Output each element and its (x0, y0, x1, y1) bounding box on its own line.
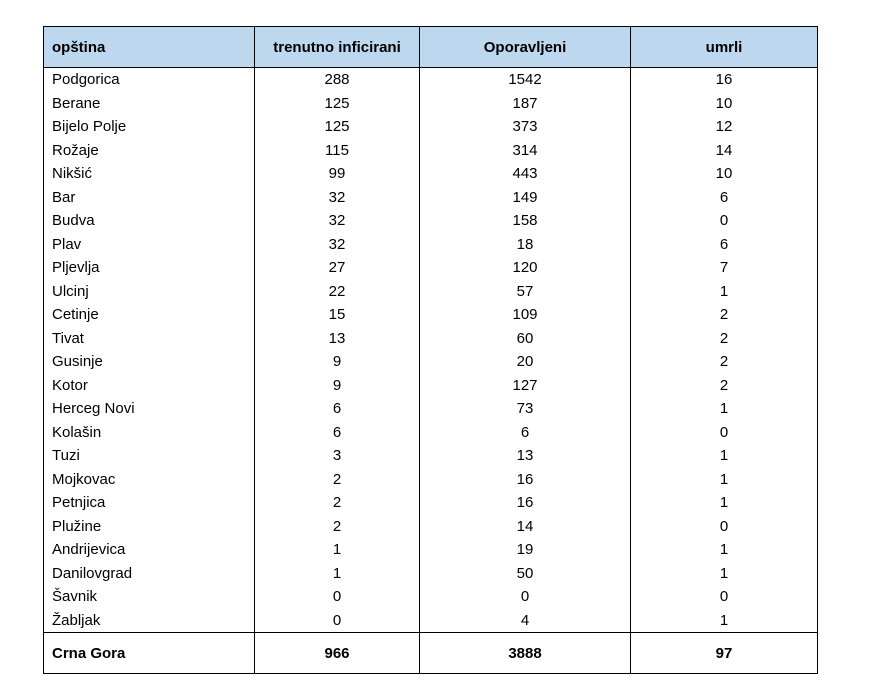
row-municipality: Plužine (44, 515, 255, 539)
row-municipality: Žabljak (44, 609, 255, 633)
row-deceased: 1 (631, 468, 818, 492)
row-currently-infected: 3 (255, 444, 420, 468)
row-municipality: Herceg Novi (44, 397, 255, 421)
row-deceased: 10 (631, 92, 818, 116)
row-recovered: 20 (420, 350, 631, 374)
row-recovered: 19 (420, 538, 631, 562)
row-municipality: Andrijevica (44, 538, 255, 562)
row-deceased: 2 (631, 374, 818, 398)
row-recovered: 373 (420, 115, 631, 139)
header-deceased: umrli (631, 27, 818, 68)
row-recovered: 6 (420, 421, 631, 445)
row-currently-infected: 22 (255, 280, 420, 304)
row-recovered: 18 (420, 233, 631, 257)
row-deceased: 10 (631, 162, 818, 186)
row-deceased: 1 (631, 538, 818, 562)
row-currently-infected: 9 (255, 374, 420, 398)
table-row (44, 327, 818, 351)
row-deceased: 2 (631, 350, 818, 374)
row-municipality: Bar (44, 186, 255, 210)
row-currently-infected: 6 (255, 421, 420, 445)
row-municipality: Petnjica (44, 491, 255, 515)
table-row (44, 538, 818, 562)
row-currently-infected: 125 (255, 92, 420, 116)
header-recovered: Oporavljeni (420, 27, 631, 68)
table-row (44, 115, 818, 139)
table-row (44, 444, 818, 468)
table-row (44, 303, 818, 327)
row-recovered: 1542 (420, 68, 631, 92)
row-deceased: 6 (631, 186, 818, 210)
row-currently-infected: 0 (255, 585, 420, 609)
row-currently-infected: 15 (255, 303, 420, 327)
table-header-row (44, 27, 818, 68)
header-municipality: opština (44, 27, 255, 68)
row-currently-infected: 1 (255, 538, 420, 562)
row-recovered: 60 (420, 327, 631, 351)
row-recovered: 120 (420, 256, 631, 280)
row-recovered: 158 (420, 209, 631, 233)
row-municipality: Cetinje (44, 303, 255, 327)
row-municipality: Gusinje (44, 350, 255, 374)
row-recovered: 16 (420, 491, 631, 515)
table-row (44, 421, 818, 445)
row-currently-infected: 13 (255, 327, 420, 351)
table-row (44, 397, 818, 421)
row-recovered: 73 (420, 397, 631, 421)
total-currently-infected: 966 (255, 633, 420, 674)
row-recovered: 109 (420, 303, 631, 327)
row-deceased: 1 (631, 491, 818, 515)
row-recovered: 149 (420, 186, 631, 210)
row-currently-infected: 99 (255, 162, 420, 186)
row-municipality: Bijelo Polje (44, 115, 255, 139)
row-currently-infected: 32 (255, 186, 420, 210)
row-deceased: 16 (631, 68, 818, 92)
table-total-row (44, 633, 818, 674)
table-row (44, 68, 818, 92)
row-deceased: 0 (631, 209, 818, 233)
row-currently-infected: 6 (255, 397, 420, 421)
table-row (44, 209, 818, 233)
row-recovered: 14 (420, 515, 631, 539)
row-currently-infected: 32 (255, 233, 420, 257)
row-deceased: 1 (631, 444, 818, 468)
table-row (44, 515, 818, 539)
table-row (44, 92, 818, 116)
table-row (44, 139, 818, 163)
row-municipality: Kotor (44, 374, 255, 398)
row-municipality: Mojkovac (44, 468, 255, 492)
row-recovered: 16 (420, 468, 631, 492)
row-deceased: 0 (631, 421, 818, 445)
row-currently-infected: 115 (255, 139, 420, 163)
row-currently-infected: 2 (255, 468, 420, 492)
row-municipality: Podgorica (44, 68, 255, 92)
row-currently-infected: 125 (255, 115, 420, 139)
row-municipality: Kolašin (44, 421, 255, 445)
row-currently-infected: 288 (255, 68, 420, 92)
row-recovered: 13 (420, 444, 631, 468)
row-deceased: 14 (631, 139, 818, 163)
row-municipality: Budva (44, 209, 255, 233)
row-recovered: 127 (420, 374, 631, 398)
table-row (44, 162, 818, 186)
row-deceased: 7 (631, 256, 818, 280)
table-body (44, 68, 818, 633)
row-deceased: 6 (631, 233, 818, 257)
row-deceased: 0 (631, 515, 818, 539)
row-currently-infected: 1 (255, 562, 420, 586)
table-row (44, 186, 818, 210)
table-row (44, 585, 818, 609)
table-row (44, 468, 818, 492)
row-currently-infected: 27 (255, 256, 420, 280)
row-deceased: 1 (631, 609, 818, 633)
row-municipality: Tivat (44, 327, 255, 351)
row-municipality: Berane (44, 92, 255, 116)
row-recovered: 314 (420, 139, 631, 163)
row-recovered: 187 (420, 92, 631, 116)
row-municipality: Šavnik (44, 585, 255, 609)
row-deceased: 0 (631, 585, 818, 609)
row-currently-infected: 2 (255, 491, 420, 515)
row-municipality: Danilovgrad (44, 562, 255, 586)
row-deceased: 1 (631, 397, 818, 421)
table-row (44, 350, 818, 374)
header-currently-infected: trenutno inficirani (255, 27, 420, 68)
municipality-stats-table (43, 26, 818, 674)
total-deceased: 97 (631, 633, 818, 674)
row-municipality: Plav (44, 233, 255, 257)
total-recovered: 3888 (420, 633, 631, 674)
row-municipality: Rožaje (44, 139, 255, 163)
row-deceased: 12 (631, 115, 818, 139)
row-municipality: Nikšić (44, 162, 255, 186)
row-deceased: 1 (631, 280, 818, 304)
table-row (44, 233, 818, 257)
row-municipality: Tuzi (44, 444, 255, 468)
row-recovered: 57 (420, 280, 631, 304)
table-row (44, 609, 818, 633)
row-recovered: 443 (420, 162, 631, 186)
row-currently-infected: 2 (255, 515, 420, 539)
row-currently-infected: 9 (255, 350, 420, 374)
row-currently-infected: 32 (255, 209, 420, 233)
row-currently-infected: 0 (255, 609, 420, 633)
row-municipality: Ulcinj (44, 280, 255, 304)
row-deceased: 1 (631, 562, 818, 586)
row-recovered: 50 (420, 562, 631, 586)
table-row (44, 562, 818, 586)
row-deceased: 2 (631, 327, 818, 351)
table-row (44, 374, 818, 398)
total-label: Crna Gora (44, 633, 255, 674)
table-row (44, 280, 818, 304)
row-recovered: 0 (420, 585, 631, 609)
table-row (44, 491, 818, 515)
row-municipality: Pljevlja (44, 256, 255, 280)
row-recovered: 4 (420, 609, 631, 633)
table-row (44, 256, 818, 280)
row-deceased: 2 (631, 303, 818, 327)
